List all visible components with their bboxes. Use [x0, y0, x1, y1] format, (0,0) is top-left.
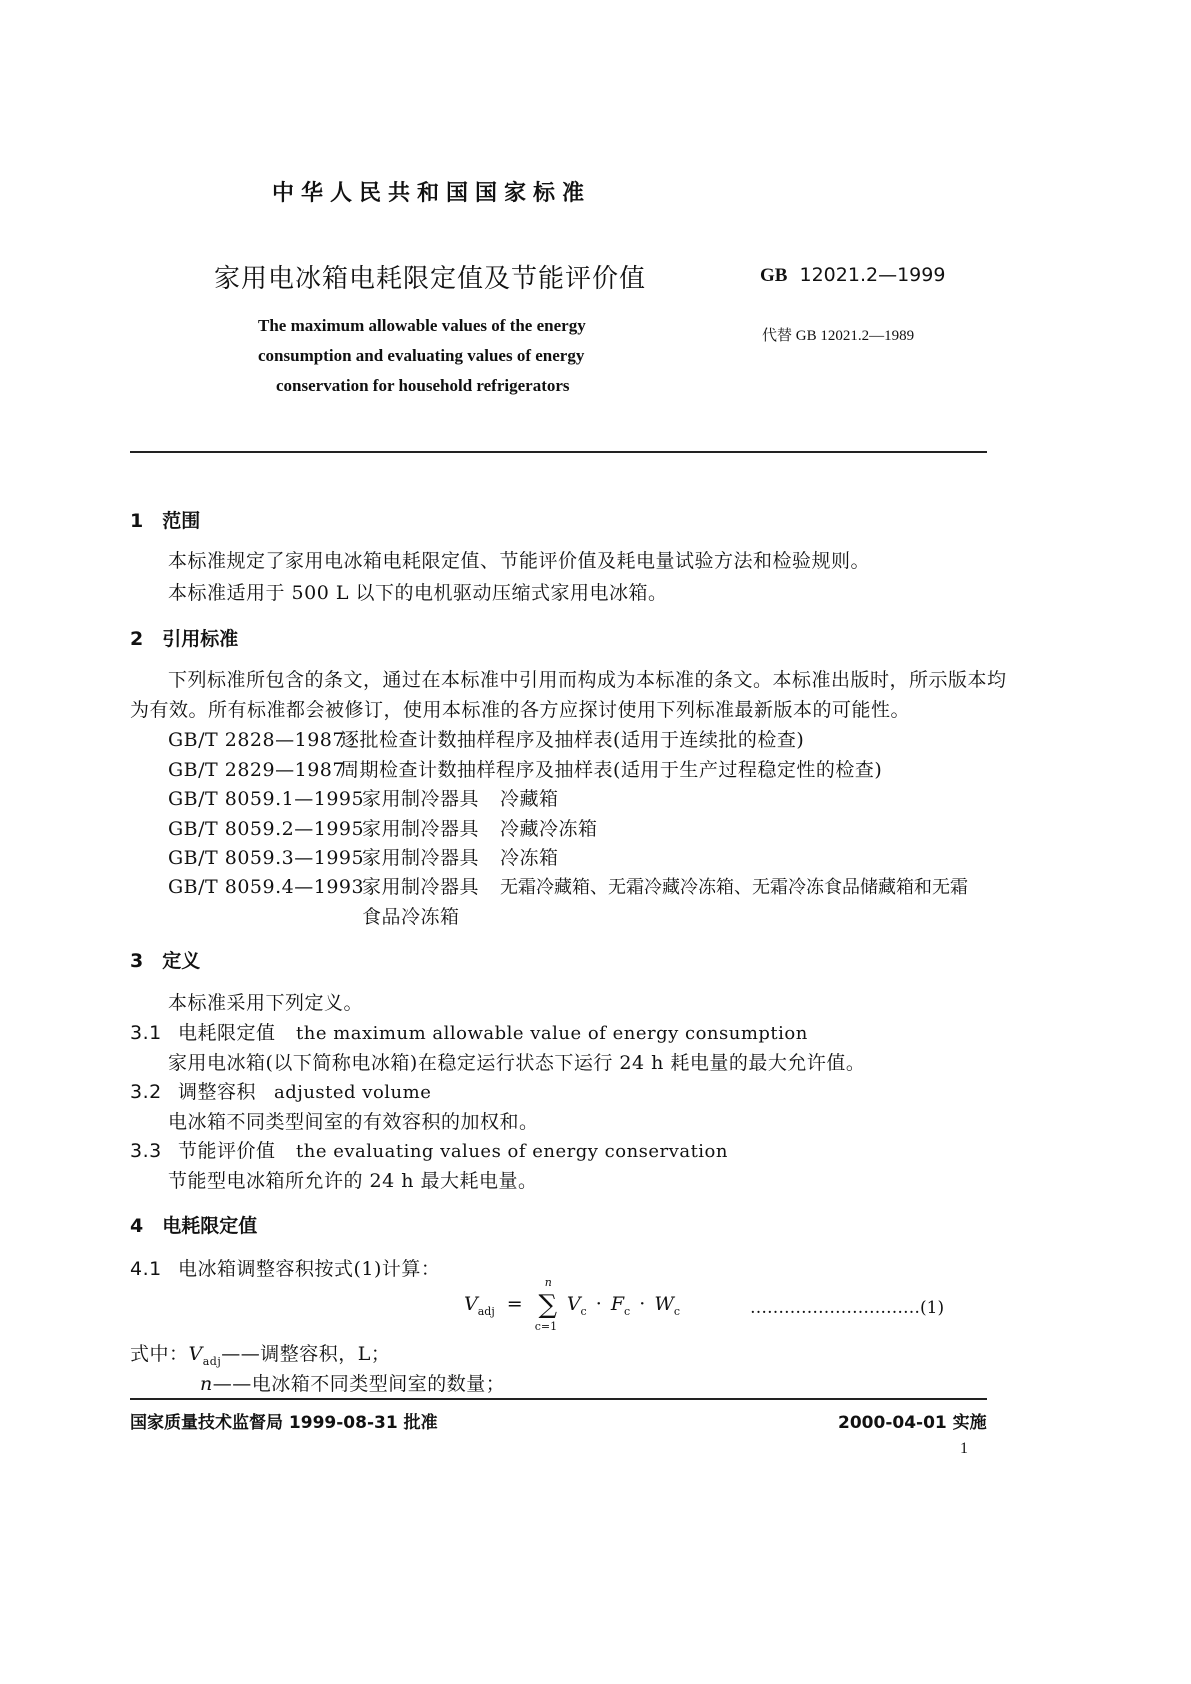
reference-item: [168, 784, 559, 811]
where-variable: V: [188, 1343, 203, 1365]
reference-text: 冷冻箱: [500, 847, 559, 869]
formula-dot: ·: [639, 1293, 646, 1315]
where-line-2: [200, 1369, 505, 1396]
definition-3-2-heading: [130, 1077, 431, 1104]
definition-number: 3.1: [130, 1022, 162, 1044]
reference-category: 家用制冷器具: [362, 876, 480, 898]
section-3-title: 3 定义: [130, 950, 201, 972]
formula-1: [464, 1276, 681, 1334]
reference-code: GB/T 8059.1—1995: [168, 788, 365, 810]
reference-text: 逐批检查计数抽样程序及抽样表(适用于连续批的检查): [340, 729, 805, 751]
reference-category: 家用制冷器具: [362, 847, 480, 869]
reference-code: GB/T 2829—1987: [168, 759, 345, 781]
where-variable: n: [200, 1373, 213, 1395]
page-number: 1: [960, 1440, 968, 1457]
section-4-title: 4 电耗限定值: [130, 1215, 258, 1237]
section-2-paragraph-line1: 下列标准所包含的条文，通过在本标准中引用而构成为本标准的条文。本标准出版时，所示版本均: [168, 669, 1007, 691]
reference-category: 家用制冷器具: [362, 788, 480, 810]
where-definition: ——电冰箱不同类型间室的数量；: [212, 1373, 506, 1395]
reference-text: 周期检查计数抽样程序及抽样表(适用于生产过程稳定性的检查): [340, 759, 883, 781]
clause-text: 电冰箱调整容积按式(1)计算：: [178, 1258, 441, 1280]
section-3-intro: 本标准采用下列定义。: [168, 992, 364, 1014]
definition-term: 节能评价值: [178, 1140, 276, 1162]
reference-item: [168, 755, 882, 782]
reference-code: GB/T 8059.2—1995: [168, 818, 365, 840]
reference-code: GB/T 8059.4—1993: [168, 876, 365, 898]
standard-number-value: 12021.2—1999: [799, 264, 946, 286]
formula-number: …………………………(1): [750, 1298, 945, 1318]
standard-title-en-line2: consumption and evaluating values of energy: [258, 346, 585, 365]
summation-symbol: ∑ n c=1: [534, 1276, 558, 1333]
replaces-note: 代替 GB 12021.2—1989: [762, 328, 915, 344]
reference-text: 无霜冷藏箱、无霜冷藏冷冻箱、无霜冷冻食品储藏箱和无霜: [500, 877, 968, 898]
definition-term: 电耗限定值: [178, 1022, 276, 1044]
section-1-paragraph-1: 本标准规定了家用电冰箱电耗限定值、节能评价值及耗电量试验方法和检验规则。: [168, 550, 871, 572]
definition-term-en: adjusted volume: [274, 1082, 432, 1103]
formula-dot: ·: [595, 1293, 602, 1315]
formula-equals: =: [506, 1293, 523, 1315]
clause-number: 4.1: [130, 1258, 162, 1280]
footer-divider: [130, 1398, 987, 1400]
standard-number: [760, 264, 945, 287]
reference-item: [168, 725, 804, 752]
formula-volume: V: [566, 1293, 581, 1315]
reference-code: GB/T 8059.3—1995: [168, 847, 365, 869]
formula-volume-sub: c: [580, 1304, 587, 1318]
definition-3-1-description: 家用电冰箱(以下简称电冰箱)在稳定运行状态下运行 24 h 耗电量的最大允许值。: [168, 1052, 866, 1074]
definition-term: 调整容积: [178, 1081, 257, 1103]
where-label: 式中：: [130, 1343, 189, 1365]
national-standard-heading: 中华人民共和国国家标准: [272, 181, 592, 206]
standard-title-en-line3: conservation for household refrigerators: [276, 376, 570, 395]
formula-lhs-sub: adj: [477, 1304, 495, 1318]
reference-item: [168, 872, 968, 899]
clause-4-1: [130, 1254, 440, 1281]
definition-3-1-heading: [130, 1018, 808, 1045]
reference-code: GB/T 2828—1987: [168, 729, 345, 751]
header-divider: [130, 451, 987, 453]
reference-item: [168, 843, 559, 870]
formula-factor-w: W: [654, 1293, 674, 1315]
summation-lower: c=1: [534, 1320, 558, 1333]
definition-number: 3.3: [130, 1140, 162, 1162]
formula-factor-f: F: [610, 1293, 625, 1315]
where-line-1: [130, 1339, 390, 1368]
where-variable-sub: adj: [202, 1354, 222, 1368]
reference-item: [168, 814, 598, 841]
definition-term-en: the evaluating values of energy conservation: [296, 1141, 728, 1162]
standard-number-prefix: GB: [760, 265, 788, 286]
where-definition: ——调整容积，L；: [221, 1343, 391, 1365]
formula-factor-w-sub: c: [673, 1304, 681, 1318]
formula-lhs: V: [464, 1293, 478, 1315]
definition-number: 3.2: [130, 1081, 162, 1103]
reference-text: 冷藏箱: [500, 788, 559, 810]
summation-upper: n: [544, 1276, 552, 1289]
section-1-paragraph-2: 本标准适用于 500 L 以下的电机驱动压缩式家用电冰箱。: [168, 582, 668, 604]
definition-3-2-description: 电冰箱不同类型间室的有效容积的加权和。: [168, 1111, 539, 1133]
reference-category: 家用制冷器具: [362, 818, 480, 840]
definition-3-3-description: 节能型电冰箱所允许的 24 h 最大耗电量。: [168, 1170, 538, 1192]
section-1-title: 1 范围: [130, 510, 201, 532]
section-2-title: 2 引用标准: [130, 628, 239, 650]
section-2-paragraph-line2: 为有效。所有标准都会被修订，使用本标准的各方应探讨使用下列标准最新版本的可能性。: [130, 699, 911, 721]
approval-note: 国家质量技术监督局 1999-08-31 批准: [130, 1413, 438, 1433]
standard-title-cn: 家用电冰箱电耗限定值及节能评价值: [214, 264, 647, 294]
formula-factor-f-sub: c: [624, 1304, 631, 1318]
standard-title-en-line1: The maximum allowable values of the energy: [258, 316, 586, 335]
reference-text-continuation: 食品冷冻箱: [362, 906, 460, 928]
effective-date: 2000-04-01 实施: [838, 1413, 987, 1433]
definition-term-en: the maximum allowable value of energy consumption: [296, 1023, 808, 1044]
reference-text: 冷藏冷冻箱: [500, 818, 598, 840]
definition-3-3-heading: [130, 1136, 728, 1163]
